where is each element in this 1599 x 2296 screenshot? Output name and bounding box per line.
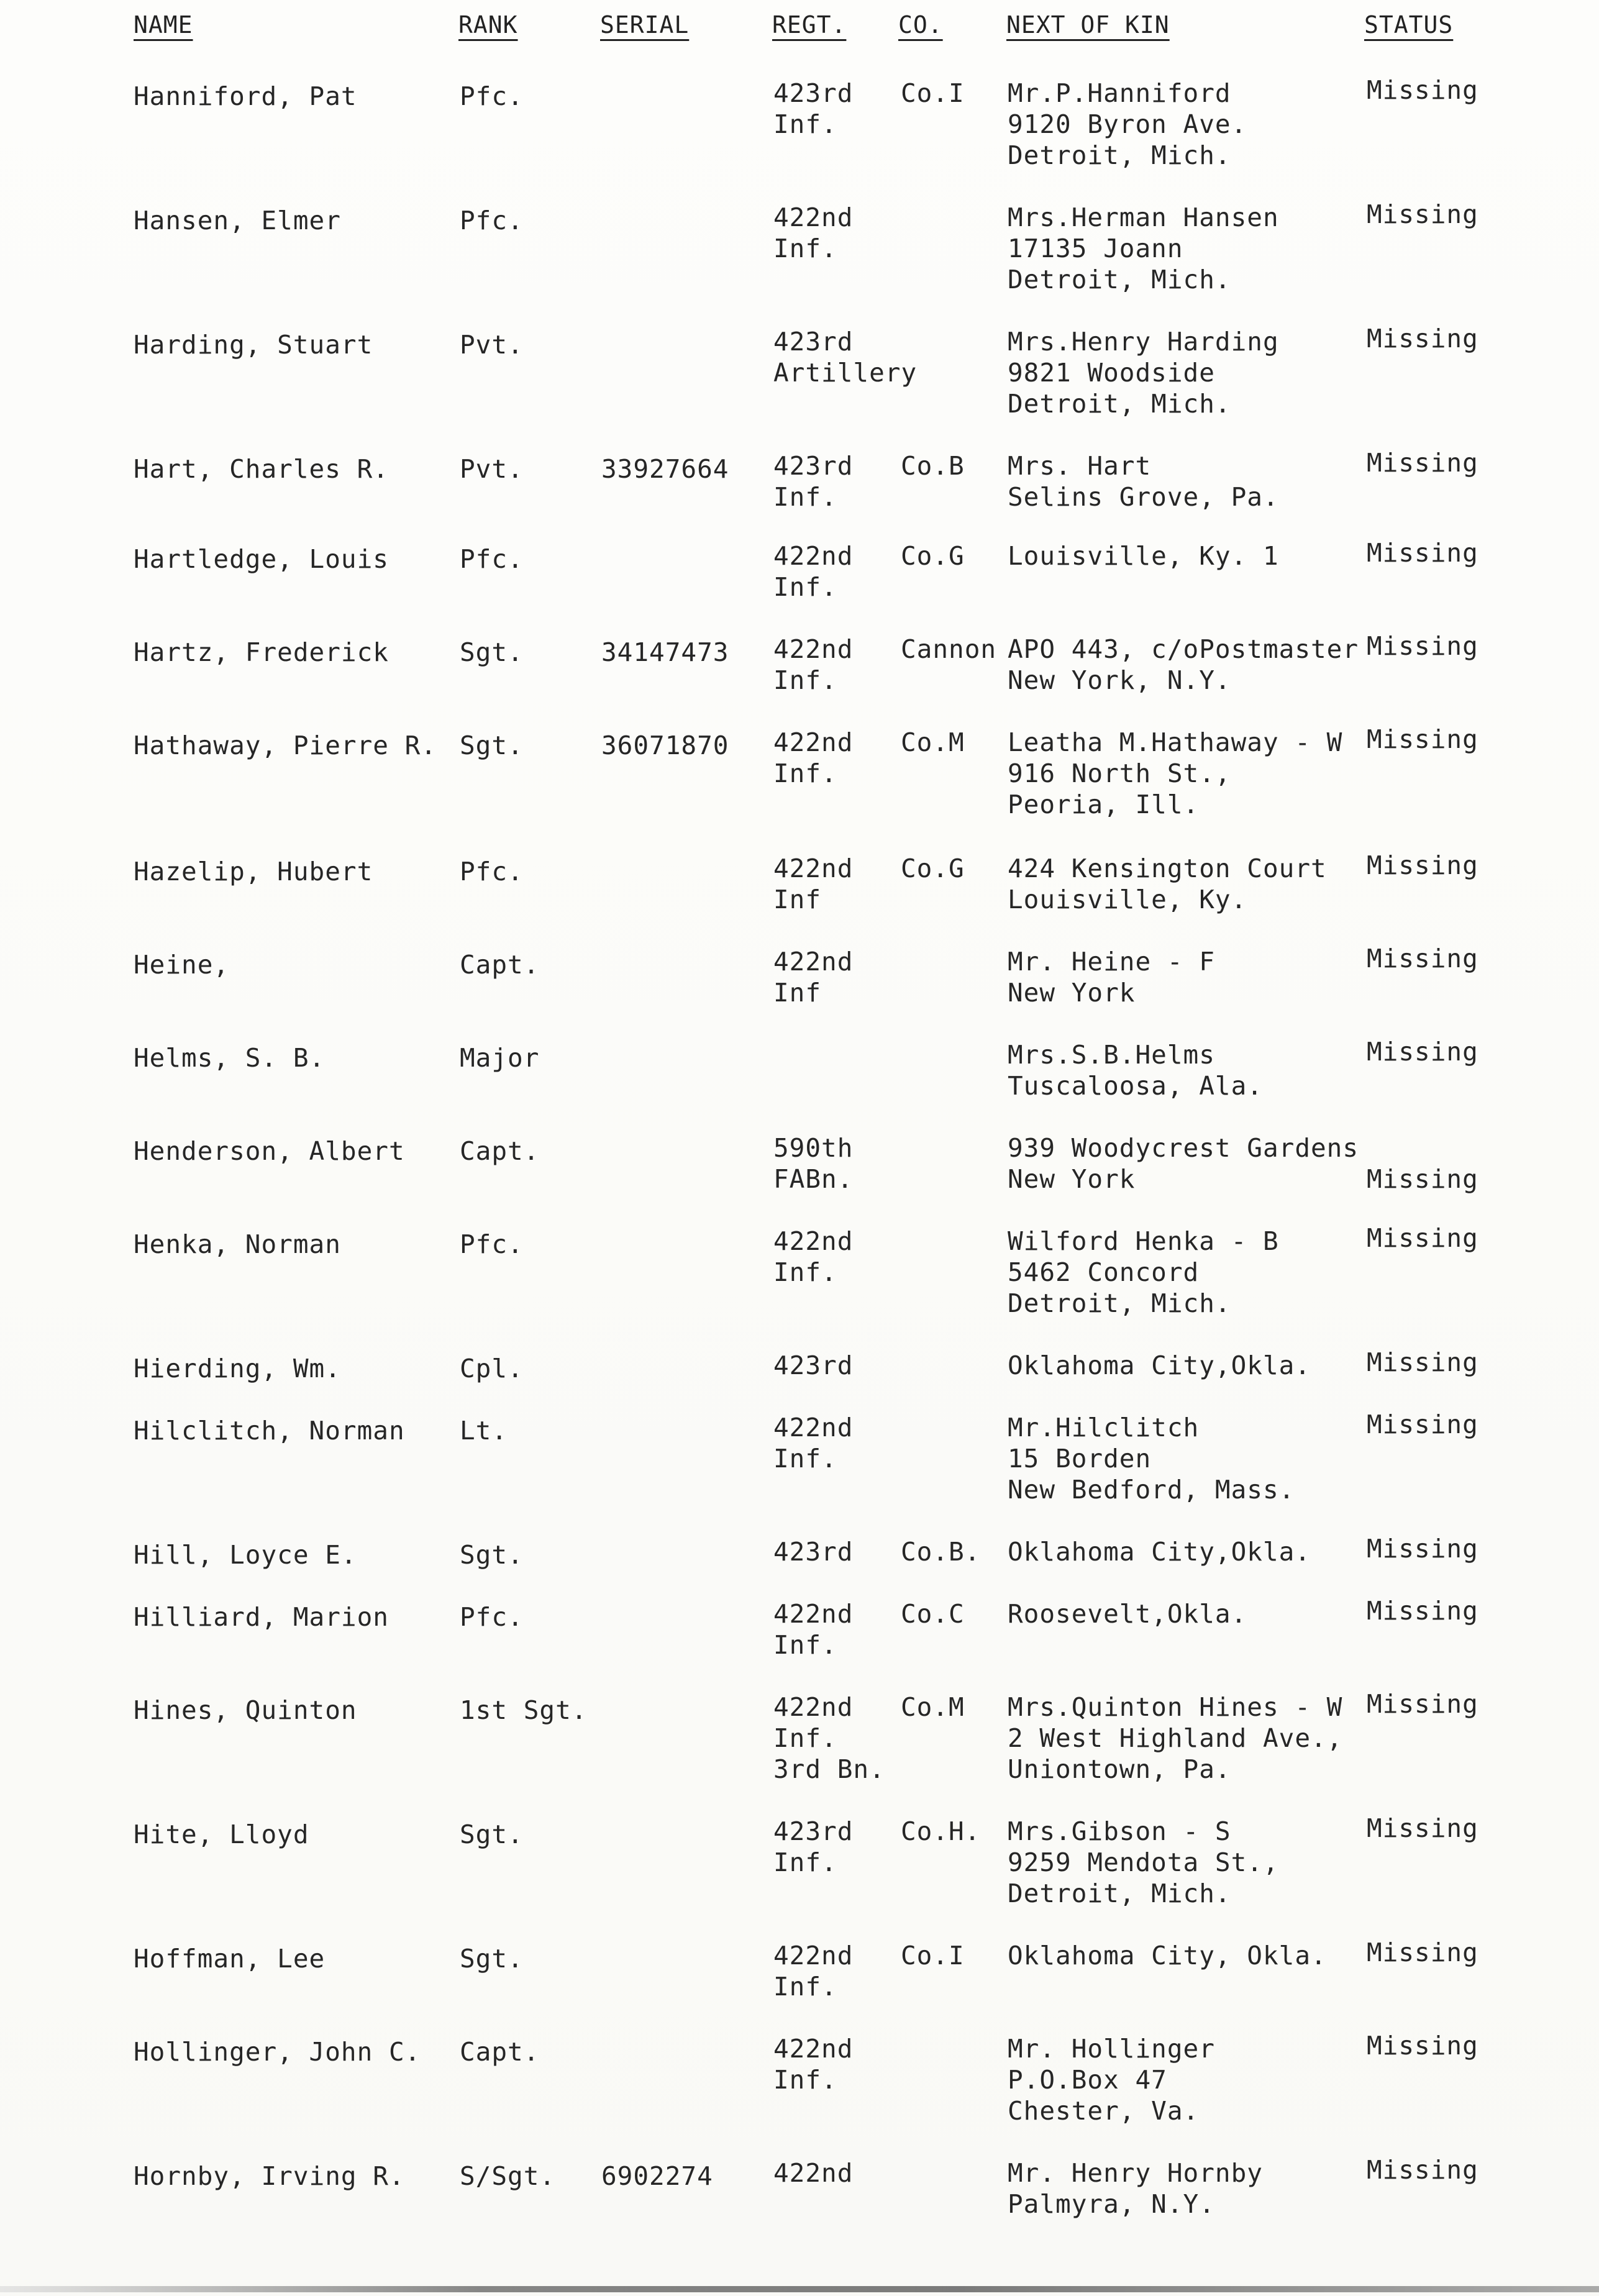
cell-status: Missing xyxy=(1367,1410,1478,1439)
cell-serial: 34147473 xyxy=(601,637,729,667)
cell-line: Oklahoma City,Okla. xyxy=(1008,1351,1311,1380)
cell-next-of-kin xyxy=(1008,1132,1359,1195)
cell-rank: Pfc. xyxy=(460,1602,524,1632)
cell-rank: Sgt. xyxy=(460,637,524,667)
cell-name: Hartledge, Louis xyxy=(134,544,389,574)
cell-next-of-kin xyxy=(1008,1940,1327,1971)
cell-name: Hansen, Elmer xyxy=(134,206,341,235)
cell-name: Hilclitch, Norman xyxy=(134,1416,405,1446)
cell-line: Inf. xyxy=(773,109,837,139)
cell-regt xyxy=(773,634,853,696)
cell-name: Hill, Loyce E. xyxy=(134,1540,357,1570)
cell-rank: Pfc. xyxy=(460,857,524,886)
cell-co: Co.B xyxy=(901,451,965,481)
cell-line: 422nd xyxy=(773,2158,854,2188)
cell-regt xyxy=(773,1816,853,1878)
cell-status: Missing xyxy=(1367,75,1478,105)
cell-name: Hartz, Frederick xyxy=(134,637,389,667)
cell-name: Hollinger, John C. xyxy=(134,2037,421,2067)
cell-rank: Sgt. xyxy=(460,731,524,760)
cell-co: Cannon xyxy=(901,634,997,664)
cell-line: 15 Borden xyxy=(1008,1444,1152,1474)
cell-next-of-kin xyxy=(1008,1412,1295,1505)
cell-line: 423rd xyxy=(773,451,854,481)
cell-line: 9821 Woodside xyxy=(1008,358,1215,388)
cell-name: Heine, xyxy=(134,950,230,980)
cell-name: Harding, Stuart xyxy=(134,330,373,360)
cell-regt xyxy=(773,2033,853,2095)
cell-status: Missing xyxy=(1367,324,1478,353)
cell-co: Co.G xyxy=(901,854,965,883)
cell-line: Chester, Va. xyxy=(1008,2096,1200,2126)
cell-next-of-kin xyxy=(1008,853,1327,915)
cell-line: 590th xyxy=(773,1133,854,1163)
cell-line: Inf. xyxy=(773,665,837,695)
cell-status: Missing xyxy=(1367,1938,1478,1967)
cell-line: APO 443, c/oPostmaster xyxy=(1008,634,1359,664)
cell-next-of-kin xyxy=(1008,1816,1279,1909)
cell-line: 423rd xyxy=(773,78,854,108)
cell-regt xyxy=(773,727,853,789)
cell-regt xyxy=(773,946,853,1008)
cell-line: 5462 Concord xyxy=(1008,1257,1200,1287)
cell-next-of-kin xyxy=(1008,1350,1311,1381)
cell-line: Artillery xyxy=(773,358,918,388)
cell-line: Mrs.Henry Harding xyxy=(1008,327,1279,357)
cell-status: Missing xyxy=(1367,2155,1478,2185)
cell-line: 423rd xyxy=(773,1537,854,1567)
cell-line: 939 Woodycrest Gardens xyxy=(1008,1133,1359,1163)
cell-co: Co.H. xyxy=(901,1816,981,1846)
cell-next-of-kin xyxy=(1008,1598,1247,1629)
cell-line: Peoria, Ill. xyxy=(1008,790,1200,819)
cell-co: Co.B. xyxy=(901,1537,981,1567)
header-status: STATUS xyxy=(1364,11,1454,39)
cell-line: Detroit, Mich. xyxy=(1008,389,1231,419)
cell-rank: 1st Sgt. xyxy=(460,1695,588,1725)
cell-line: 9259 Mendota St., xyxy=(1008,1847,1279,1877)
cell-regt xyxy=(773,326,917,388)
cell-line: 423rd xyxy=(773,1816,854,1846)
cell-rank: Capt. xyxy=(460,2037,540,2067)
cell-line: FABn. xyxy=(773,1164,854,1194)
cell-line: Inf. xyxy=(773,1723,837,1753)
cell-co: Co.M xyxy=(901,727,965,757)
cell-line: Mr.Hilclitch xyxy=(1008,1413,1200,1442)
cell-line: Detroit, Mich. xyxy=(1008,265,1231,294)
cell-line: New York xyxy=(1008,978,1136,1008)
cell-line: Detroit, Mich. xyxy=(1008,1879,1231,1908)
cell-line: Inf. xyxy=(773,234,837,263)
cell-next-of-kin xyxy=(1008,727,1342,820)
cell-status: Missing xyxy=(1367,1347,1478,1377)
header-regt: REGT. xyxy=(772,11,847,39)
cell-next-of-kin xyxy=(1008,634,1359,696)
cell-rank: Pfc. xyxy=(460,1229,524,1259)
cell-rank: Capt. xyxy=(460,950,540,980)
cell-serial: 6902274 xyxy=(601,2161,713,2191)
cell-line: New York, N.Y. xyxy=(1008,665,1231,695)
cell-line: Mr. Hollinger xyxy=(1008,2034,1215,2064)
cell-next-of-kin xyxy=(1008,450,1279,512)
cell-status: Missing xyxy=(1367,631,1478,661)
cell-line: 422nd xyxy=(773,1692,854,1722)
cell-line: Inf xyxy=(773,885,822,914)
cell-line: Inf. xyxy=(773,1972,837,2002)
cell-line: Inf. xyxy=(773,1444,837,1474)
cell-line: 424 Kensington Court xyxy=(1008,854,1327,883)
cell-line: New Bedford, Mass. xyxy=(1008,1475,1295,1505)
cell-name: Hathaway, Pierre R. xyxy=(134,731,437,760)
cell-status: Missing xyxy=(1367,448,1478,478)
cell-co: Co.I xyxy=(901,78,965,108)
cell-name: Hanniford, Pat xyxy=(134,81,357,111)
cell-line: 422nd xyxy=(773,854,854,883)
cell-co: Co.C xyxy=(901,1599,965,1629)
cell-status: Missing xyxy=(1367,2031,1478,2061)
cell-line: Oklahoma City, Okla. xyxy=(1008,1941,1327,1970)
cell-line: Selins Grove, Pa. xyxy=(1008,482,1279,512)
cell-rank: Sgt. xyxy=(460,1944,524,1974)
cell-line: Tuscaloosa, Ala. xyxy=(1008,1071,1263,1101)
cell-regt xyxy=(773,202,853,264)
cell-next-of-kin xyxy=(1008,1226,1279,1319)
cell-regt xyxy=(773,78,853,140)
cell-rank: Pfc. xyxy=(460,81,524,111)
cell-status: Missing xyxy=(1367,850,1478,880)
cell-line: Mr.P.Hanniford xyxy=(1008,78,1231,108)
cell-rank: Pvt. xyxy=(460,454,524,484)
cell-line: Inf xyxy=(773,978,822,1008)
cell-name: Hite, Lloyd xyxy=(134,1820,309,1849)
cell-rank: Pvt. xyxy=(460,330,524,360)
cell-status: Missing xyxy=(1367,1813,1478,1843)
cell-line: Mrs. Hart xyxy=(1008,451,1152,481)
cell-regt xyxy=(773,1692,885,1785)
cell-line: Detroit, Mich. xyxy=(1008,140,1231,170)
cell-line: Palmyra, N.Y. xyxy=(1008,2189,1215,2219)
header-next-of-kin: NEXT OF KIN xyxy=(1006,11,1170,39)
cell-status: Missing xyxy=(1367,199,1478,229)
cell-regt xyxy=(773,1598,853,1660)
cell-next-of-kin xyxy=(1008,326,1279,419)
cell-line: Mrs.S.B.Helms xyxy=(1008,1040,1215,1070)
cell-line: Roosevelt,Okla. xyxy=(1008,1599,1247,1629)
cell-line: 422nd xyxy=(773,1226,854,1256)
cell-rank: Pfc. xyxy=(460,544,524,574)
cell-status: Missing xyxy=(1367,1037,1478,1067)
cell-line: Uniontown, Pa. xyxy=(1008,1754,1231,1784)
cell-line: Mrs.Quinton Hines - W xyxy=(1008,1692,1343,1722)
cell-name: Hilliard, Marion xyxy=(134,1602,389,1632)
cell-next-of-kin xyxy=(1008,1536,1311,1567)
cell-serial: 33927664 xyxy=(601,454,729,484)
cell-status: Missing xyxy=(1367,1596,1478,1626)
cell-co: Co.M xyxy=(901,1692,965,1722)
cell-line: Inf. xyxy=(773,1847,837,1877)
cell-status: Missing xyxy=(1367,538,1478,568)
cell-line: 916 North St., xyxy=(1008,758,1231,788)
cell-line: Leatha M.Hathaway - W xyxy=(1008,727,1343,757)
cell-regt xyxy=(773,1536,853,1567)
cell-name: Henderson, Albert xyxy=(134,1136,405,1166)
cell-line: 3rd Bn. xyxy=(773,1754,885,1784)
cell-next-of-kin xyxy=(1008,2033,1215,2126)
cell-name: Helms, S. B. xyxy=(134,1043,326,1073)
cell-rank: Lt. xyxy=(460,1416,508,1446)
cell-line: 423rd xyxy=(773,1351,854,1380)
cell-next-of-kin xyxy=(1008,202,1279,295)
cell-regt xyxy=(773,1132,853,1195)
cell-regt xyxy=(773,1226,853,1288)
cell-line: 422nd xyxy=(773,947,854,977)
cell-status: Missing xyxy=(1367,1689,1478,1719)
cell-co: Co.G xyxy=(901,541,965,571)
cell-next-of-kin xyxy=(1008,946,1215,1008)
cell-status: Missing xyxy=(1367,1164,1478,1194)
header-serial: SERIAL xyxy=(600,11,690,39)
cell-next-of-kin xyxy=(1008,540,1279,572)
cell-name: Hines, Quinton xyxy=(134,1695,357,1725)
cell-serial: 36071870 xyxy=(601,731,729,760)
cell-line: 422nd xyxy=(773,203,854,232)
cell-regt xyxy=(773,1412,853,1474)
cell-regt xyxy=(773,1940,853,2002)
cell-name: Henka, Norman xyxy=(134,1229,341,1259)
cell-regt xyxy=(773,450,853,512)
cell-status: Missing xyxy=(1367,1223,1478,1253)
cell-status: Missing xyxy=(1367,724,1478,754)
cell-line: Mrs.Herman Hansen xyxy=(1008,203,1279,232)
cell-line: Inf. xyxy=(773,572,837,602)
cell-line: 423rd xyxy=(773,327,854,357)
cell-co: Co.I xyxy=(901,1941,965,1970)
cell-line: 422nd xyxy=(773,727,854,757)
cell-line: Louisville, Ky. 1 xyxy=(1008,541,1279,571)
cell-line: P.O.Box 47 xyxy=(1008,2065,1167,2095)
cell-rank: Sgt. xyxy=(460,1540,524,1570)
cell-line: Detroit, Mich. xyxy=(1008,1288,1231,1318)
cell-regt xyxy=(773,853,853,915)
cell-line: 17135 Joann xyxy=(1008,234,1183,263)
cell-regt xyxy=(773,2157,853,2189)
cell-regt xyxy=(773,1350,853,1381)
cell-rank: Pfc. xyxy=(460,206,524,235)
header-name: NAME xyxy=(134,11,193,39)
cell-line: Mr. Heine - F xyxy=(1008,947,1215,977)
cell-line: Inf. xyxy=(773,1630,837,1660)
header-rank: RANK xyxy=(458,11,518,39)
cell-next-of-kin xyxy=(1008,78,1247,171)
header-co: CO. xyxy=(898,11,943,39)
cell-name: Hoffman, Lee xyxy=(134,1944,326,1974)
cell-line: 422nd xyxy=(773,1941,854,1970)
cell-line: 422nd xyxy=(773,1413,854,1442)
cell-line: Oklahoma City,Okla. xyxy=(1008,1537,1311,1567)
cell-line: Inf. xyxy=(773,758,837,788)
cell-line: Inf. xyxy=(773,482,837,512)
cell-status: Missing xyxy=(1367,1534,1478,1564)
cell-rank: Capt. xyxy=(460,1136,540,1166)
cell-regt xyxy=(773,540,853,603)
cell-name: Hierding, Wm. xyxy=(134,1354,341,1383)
cell-line: 422nd xyxy=(773,1599,854,1629)
cell-rank: Cpl. xyxy=(460,1354,524,1383)
bottom-edge-rule xyxy=(0,2286,1599,2292)
cell-line: Mr. Henry Hornby xyxy=(1008,2158,1263,2188)
cell-name: Hart, Charles R. xyxy=(134,454,389,484)
cell-status: Missing xyxy=(1367,944,1478,973)
cell-next-of-kin xyxy=(1008,1692,1342,1785)
cell-rank: S/Sgt. xyxy=(460,2161,556,2191)
cell-line: Wilford Henka - B xyxy=(1008,1226,1279,1256)
cell-line: 422nd xyxy=(773,634,854,664)
cell-line: Mrs.Gibson - S xyxy=(1008,1816,1231,1846)
cell-next-of-kin xyxy=(1008,2157,1263,2220)
cell-name: Hazelip, Hubert xyxy=(134,857,373,886)
cell-line: 422nd xyxy=(773,541,854,571)
cell-line: Inf. xyxy=(773,1257,837,1287)
cell-line: 2 West Highland Ave., xyxy=(1008,1723,1343,1753)
cell-line: New York xyxy=(1008,1164,1136,1194)
cell-next-of-kin xyxy=(1008,1039,1263,1101)
cell-line: Inf. xyxy=(773,2065,837,2095)
cell-line: 9120 Byron Ave. xyxy=(1008,109,1247,139)
cell-line: Louisville, Ky. xyxy=(1008,885,1247,914)
cell-name: Hornby, Irving R. xyxy=(134,2161,405,2191)
cell-rank: Sgt. xyxy=(460,1820,524,1849)
cell-rank: Major xyxy=(460,1043,540,1073)
cell-line: 422nd xyxy=(773,2034,854,2064)
